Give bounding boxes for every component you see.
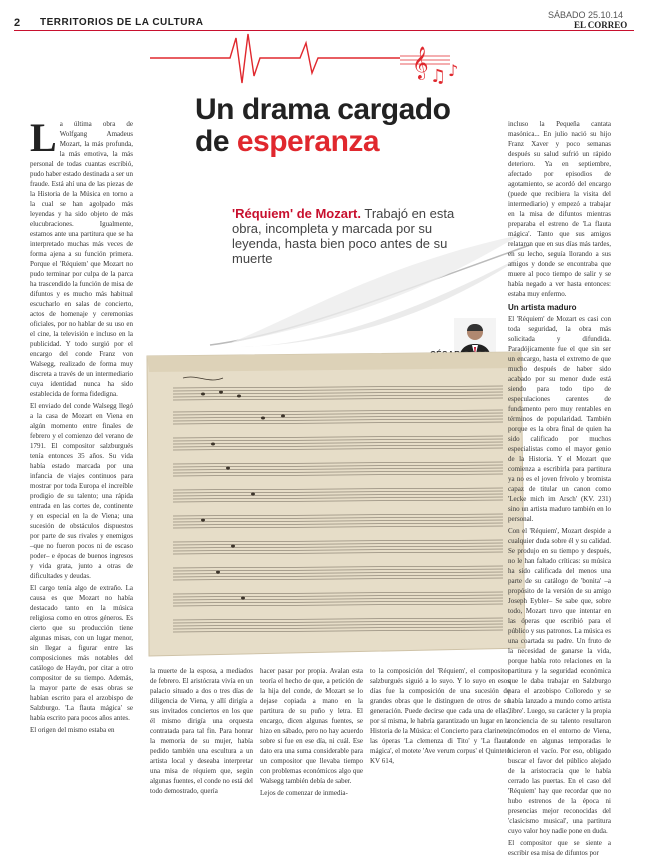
manuscript-score-image: [143, 348, 526, 660]
paragraph: la muerte de la esposa, a mediados de febrero. El aristócrata vivía en un palacio situado a dos o tres días de diligencia de Viena, y allí dirigía a sus invitados conciertos en los que él mismo dirigía una orquesta contratada para tal fin. Para honrar la memoria de su mujer, había pedido también una escultura a un artista local y deseaba interpretar una misa de réquiem que, según algunas fuentes, el conde no está del todo demostrado, quería: [150, 667, 253, 795]
svg-text:♫: ♫: [430, 66, 447, 87]
deck: [232, 206, 464, 266]
deck-highlight: 'Réquiem' de Mozart.: [232, 206, 361, 221]
paragraph: Con el 'Réquiem', Mozart despide a cualquier duda sobre él y su calidad. Se produjo en su tiempo y después, no le han faltado críticas: su música ha sido calificada del menos una parte de su catálogo de 'bonita' –a propósito de la versión de su amigo Joseph Eybler– Se sabe que, sobre todo, Mozart tuvo que intentar en las óperas que escribió para el público y sus patronos. La música es una coartada su padre. Un fruto de la necesidad de ganarse la vida, porque había roto relaciones en la partitura y la seguridad económica que le daba trabajar en Salzburgo para el arzobispo Colloredo y se había lanzado a mundo como artista 'libre'. Luego, su carácter y la propia conciencia de su talento resultaron incómodos en el entorno de Viena, donde en algunas temporadas le hicieron el vacío. Por eso, obligado buscar el favor del público alejado de la aristocracia que le había cerrado las puertas. En el caso del 'Réquiem' hay que recordar que no hubo estrenos de la época ni presencias mejor reconocidas del 'clasicismo musical', una partitura cuyo valor hoy nadie pone en duda.: [508, 527, 611, 835]
paragraph: El enviado del conde Walsegg llegó a la casa de Mozart en Viena en algún momento entre finales de febrero y el comienzo del verano de 1791. El compositor salzburgués tenía entonces 35 años. Su vida había estado marcada por una infancia de viajes continuos para mostrar por toda Europa el increíble prodigio de su talento; una rápida entrada en las cortes de, continente y en especial en la de Viena; una sucesión de obstáculos dispuestos por parte de sus rivales y enemigos –que no fueron pocos ni de escaso poder– e épocas de buenos ingresos y vida grata, junto a otras de dificultades y deudas.: [30, 402, 133, 580]
paragraph: El cargo tenía algo de extraño. La causa es que Mozart no había destacado tanto en la música religiosa como en otros géneros. Es cierto que su producción tiene algunas misas, con un lugar menor, sin llegar a figurar entre las composiciones más notables del catálogo de Haydn, por citar a otro compositor de su tiempo. Además, la mayor parte de esas obras se habían escrito para el arzobispo de Salzburgo. 'La flauta mágica' se había escrito para pocos años antes.: [30, 584, 133, 722]
paragraph: to la composición del 'Réquiem', el compositor salzburgués siguió a lo suyo. Y lo suyo en esos días fue la composición de una sucesión de grandes obras que le distinguen de otros de su generación. Puede decirse que cada una de ellas, por sí misma, le habría garantizado un lugar en la Historia de la Música: el Concierto para clarinete, las óperas 'La clemenza di Tito' y 'La flauta mágica', el motete 'Ave verum corpus' el Quinteto KV 614,: [370, 667, 510, 765]
section-label: TERRITORIOS DE LA CULTURA: [40, 17, 204, 28]
headline: [195, 94, 455, 158]
deck-text: Trabajó en esta obra, incompleta y marcada por su leyenda, hasta bien poco antes de su muerte: [232, 206, 455, 266]
page-number: 2: [14, 17, 21, 29]
article-column-5: [508, 119, 611, 857]
drop-cap: L: [30, 115, 57, 160]
paragraph: incluso la Pequeña cantata masónica... En julio nació su hijo Franz Xaver y poco semanas después su salud sufrió un rápido deterioro. Ya en septiembre, afectado por episodios de agotamiento, se acordó del encargo (puede que recibiera la visita del intermediario) y empezó a trabajar en la misa de difuntos mientras preparaba el estreno de 'La flauta mágica'. Tanto que sus amigos relataron que en sus días más tardes, en su lecho, seguía llorando a sus amigos y donde se encontraba que muere al poco tiempo de salir y se había negado a ver hasta entonces: estaba muy enfermo.: [508, 120, 611, 298]
svg-text:♪: ♪: [448, 61, 459, 80]
article-column-2: [150, 666, 253, 846]
paragraph: hacer pasar por propia. Avalan esta teoría el hecho de que, a petición de la hija del conde, de Mozart se lo dejase copiada a mano en la partitura de su puño y letra. El encargo, dicen algunas fuentes, se hizo en sábado, pero no hay acuerdo sobre si fue en ese día, ni cuál. Ese dato era una suma considerable para un compositor que llevaba tiempo con problemas económicos algo que Walsegg también debía de saber.: [260, 667, 363, 785]
headline-prefix: de: [195, 125, 237, 158]
headline-line-1: Un drama cargado: [195, 93, 451, 126]
heartbeat-music-icon: [150, 28, 470, 98]
newspaper-name: EL CORREO: [574, 20, 628, 30]
headline-accent: esperanza: [236, 125, 380, 158]
paragraph: El origen del mismo estaba en: [30, 726, 115, 734]
subheading: Un artista maduro: [508, 303, 577, 312]
paragraph: El compositor que se siente a escribir esa misa de difuntos por: [508, 839, 611, 857]
article-column-3: [260, 666, 363, 846]
article-column-4: [370, 666, 510, 846]
paragraph: La última obra de Wolfgang Amadeus Mozart, la más profunda, la más emotiva, la más personal de todas cuantas escribió, pudo haber estado destinada a ser un fraude. Está ahí una de las piezas de la Historia de la Música en torno a la cual se han agolpado más leyendas y ha sido objeto de más elucubraciones. Igualmente, estamos ante una partitura que se ha interpretado muchas más veces de forma ajena a su función primera. Porque el 'Réquiem' que Mozart no pudo terminar por culpa de la parca ha trascendido la función de misa de difuntos y es mucho más habitual escucharlo en salas de concierto, actos de homenaje y ceremonias oficiales, por no hablar de su uso en el cine, la televisión e incluso en la publicidad. Y todo surgió por el encargo del conde Franz von Walsegg, realizado de forma muy discreta a través de un intermediario cuya identidad nunca ha sido establecida de forma fidedigna.: [30, 115, 133, 398]
paragraph: Lejos de comenzar de inmedia-: [260, 789, 348, 797]
svg-text:𝄞: 𝄞: [412, 46, 429, 79]
article-column-1: [30, 115, 133, 844]
paragraph: El 'Réquiem' de Mozart es casi con toda seguridad, la obra más solicitada y difundida. Paradójicamente fue el que sin ser un encargo, hasta el extremo de que mucho después de haber sido acabado por su menor dude está siendo para todo tipo de especulaciones carentes de fundamento pero muy rentables en términos de popularidad. También porque es la obra final de quien ha sido calificado por muchos especialistas como el mayor genio de la Historia. Y el Mozart que comienza a escribirla para partitura ya no es el joven frívolo y bromista capaz de titular un canon como 'Lecke mich im Arsch' (KV. 231) sino un artista maduro también en lo personal.: [508, 315, 611, 523]
issue-date: SÁBADO 25.10.14: [548, 10, 624, 20]
headline-line-2: [195, 126, 455, 158]
